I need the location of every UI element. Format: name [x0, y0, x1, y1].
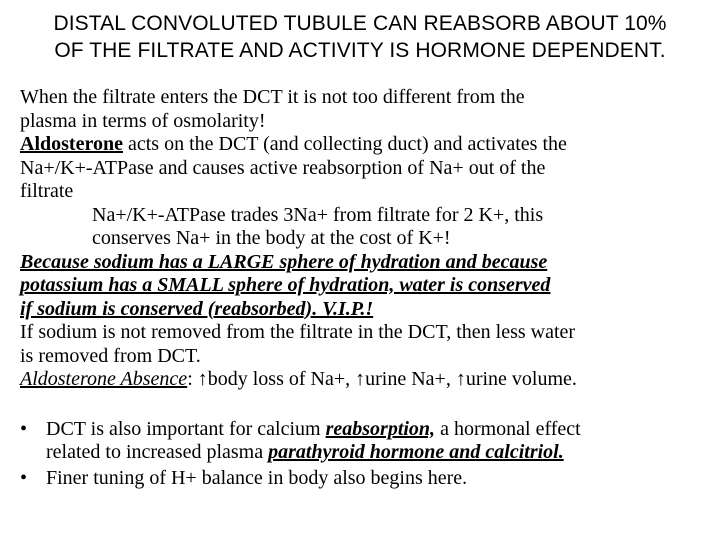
text-span: : ↑body loss of Na+, ↑urine Na+, ↑urine volume.	[187, 368, 577, 390]
text-line: plasma in terms of osmolarity!	[20, 109, 266, 132]
text-line	[46, 418, 710, 442]
text-span: acts on the DCT (and collecting duct) and activates the	[122, 133, 567, 155]
text-line	[20, 368, 710, 392]
slide-title	[0, 10, 720, 64]
aldosterone-term: Aldosterone	[20, 133, 123, 155]
title-line-1: DISTAL CONVOLUTED TUBULE CAN REABSORB ABOUT 10%	[53, 12, 667, 35]
text-span: related to increased plasma	[46, 441, 269, 463]
text-line: Na+/K+-ATPase and causes active reabsorption of Na+ out of the	[20, 156, 546, 179]
text-span: a hormonal effect	[435, 417, 581, 440]
text-line: filtrate	[20, 180, 74, 202]
paragraph-aldosterone-absence	[20, 368, 710, 392]
reabsorption-term: reabsorption,	[325, 417, 436, 440]
list-item	[20, 467, 710, 491]
text-line: if sodium is conserved (reabsorbed). V.I.P.!	[20, 297, 374, 320]
text-line	[46, 441, 710, 465]
text-line	[20, 133, 710, 157]
list-item	[20, 418, 710, 465]
text-line: When the filtrate enters the DCT it is not too different from the	[20, 86, 525, 108]
bullet-icon: •	[20, 466, 28, 489]
bullet-list	[20, 418, 710, 491]
slide-body	[20, 86, 710, 492]
aldosterone-absence-term: Aldosterone Absence	[20, 368, 188, 390]
text-line: Na+/K+-ATPase trades 3Na+ from filtrate for 2 K+, this	[92, 203, 544, 226]
paragraph-atpase-trade	[20, 204, 710, 251]
text-line: Because sodium has a LARGE sphere of hydration and because	[20, 250, 548, 273]
bullet-icon: •	[20, 417, 28, 440]
spacer	[20, 392, 710, 418]
text-line: conserves Na+ in the body at the cost of K+!	[92, 227, 451, 249]
text-line: potassium has a SMALL sphere of hydration, water is conserved	[20, 274, 551, 296]
paragraph-hydration-sphere	[20, 251, 710, 322]
text-line: is removed from DCT.	[20, 344, 201, 367]
paragraph-aldosterone	[20, 133, 710, 204]
title-line-2: OF THE FILTRATE AND ACTIVITY IS HORMONE DEPENDENT.	[54, 39, 666, 62]
paragraph-sodium-not-removed	[20, 321, 710, 368]
hormones-term: parathyroid hormone and calcitriol.	[268, 441, 564, 463]
text-line: Finer tuning of H+ balance in body also begins here.	[46, 466, 468, 489]
paragraph-filtrate-osmolarity	[20, 86, 710, 133]
text-line: If sodium is not removed from the filtrate in the DCT, then less water	[20, 321, 576, 343]
text-span: DCT is also important for calcium	[46, 417, 326, 440]
